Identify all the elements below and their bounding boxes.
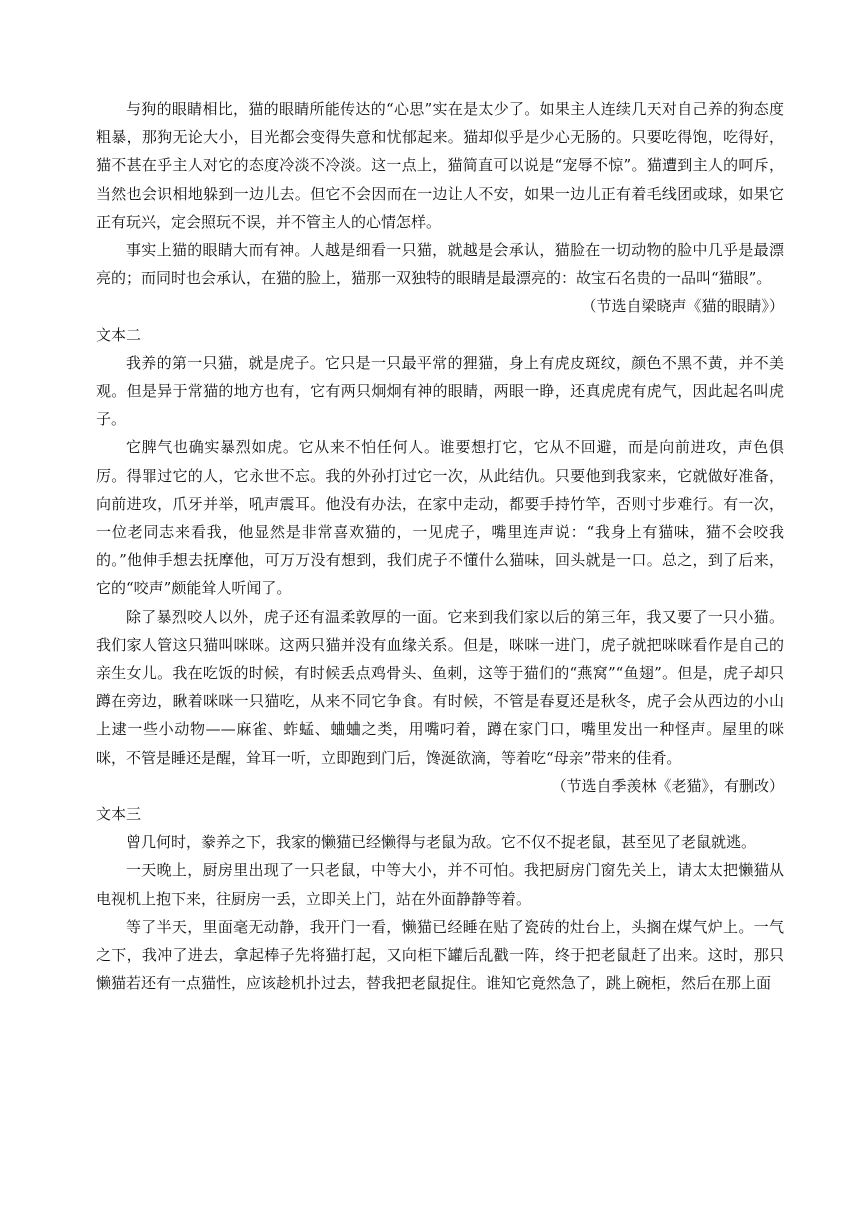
source-text-one: （节选自梁晓声《猫的眼睛》）: [581, 297, 784, 316]
document-page: [96, 95, 784, 998]
paragraph-waited: 等了半天，里面毫无动静，我开门一看，懒猫已经睡在贴了瓷砖的灶台上，头搁在煤气炉上。一气之下，我冲了进去，拿起棒子先将猫打起，又向柜下罐后乱戳一阵，终于把老鼠赶了出来。这时，那只懒猫若还有一点猫性，应该趁机扑过去，替我把老鼠捉住。谁知它竟然急了，跳上碗柜，然后在那上面: [96, 917, 784, 993]
paragraph-tiger-gentle: 除了暴烈咬人以外，虎子还有温柔敦厚的一面。它来到我们家以后的第三年，我又要了一只小猫。我们家人管这只猫叫咪咪。这两只猫并没有血缘关系。但是，咪咪一进门，虎子就把咪咪看作是自己的亲生女儿。我在吃饭的时候，有时候丢点鸡骨头、鱼刺，这等于猫们的“燕窝”“鱼翅”。但是，虎子却只蹲在旁边，瞅着咪咪一只猫吃，从来不同它争食。有时候，不管是春夏还是秋冬，虎子会从西边的小山上逮一些小动物——麻雀、蚱蜢、蛐蛐之类，用嘴叼着，蹲在家门口，嘴里发出一种怪声。屋里的咪咪，不管是睡还是醒，耸耳一听，立即跑到门后，馋涎欲滴，等着吃“母亲”带来的佳肴。: [96, 607, 784, 767]
section-label-text-two: 文本二: [96, 325, 142, 344]
paragraph-tiger-temper: 它脾气也确实暴烈如虎。它从来不怕任何人。谁要想打它，它从不回避，而是向前进攻，声色俱厉。得罪过它的人，它永世不忘。我的外孙打过它一次，从此结仇。只要他到我家来，它就做好准备，向前进攻，爪牙并举，吼声震耳。他没有办法，在家中走动，都要手持竹竿，否则寸步难行。有一次，一位老同志来看我，他显然是非常喜欢猫的，一见虎子，嘴里连声说：“我身上有猫味，猫不会咬我的。”他伸手想去抚摩他，可万万没有想到，我们虎子不懂什么猫味，回头就是一口。总之，到了后来，它的“咬声”颇能耸人听闻了。: [96, 438, 784, 598]
paragraph-cat-eye-gem: 事实上猫的眼睛大而有神。人越是细看一只猫，就越是会承认，猫脸在一切动物的脸中几乎是最漂亮的；而同时也会承认，在猫的脸上，猫那一双独特的眼睛是最漂亮的：故宝石名贵的一品叫“猫眼”。: [96, 241, 784, 288]
paragraph-tiger-intro: 我养的第一只猫，就是虎子。它只是一只最平常的狸猫，身上有虎皮斑纹，颜色不黑不黄，并不美观。但是异于常猫的地方也有，它有两只炯炯有神的眼睛，两眼一睁，还真虎虎有虎气，因此起名叫虎子。: [96, 353, 784, 429]
paragraph-lazy-cat: 曾几何时，豢养之下，我家的懒猫已经懒得与老鼠为敌。它不仅不捉老鼠，甚至见了老鼠就逃。: [126, 833, 757, 852]
paragraph-eyes-compare: 与狗的眼睛相比，猫的眼睛所能传达的“心思”实在是太少了。如果主人连续几天对自己养的狗态度粗暴，那狗无论大小，目光都会变得失意和忧郁起来。猫却似乎是少心无肠的。只要吃得饱，吃得好，猫不甚在乎主人对它的态度冷淡不冷淡。这一点上，猫简直可以说是“宠辱不惊”。猫遭到主人的呵斥，当然也会识相地躲到一边儿去。但它不会因而在一边让人不安，如果一边儿正有着毛线团或球，如果它正有玩兴，定会照玩不误，并不管主人的心情怎样。: [96, 100, 784, 231]
section-label-text-three: 文本三: [96, 805, 142, 824]
paragraph-mouse-kitchen: 一天晚上，厨房里出现了一只老鼠，中等大小，并不可怕。我把厨房门窗先关上，请太太把懒猫从电视机上抱下来，往厨房一丢，立即关上门，站在外面静静等着。: [96, 861, 784, 908]
source-text-two: （节选自季羡林《老猫》，有删改）: [551, 776, 784, 795]
